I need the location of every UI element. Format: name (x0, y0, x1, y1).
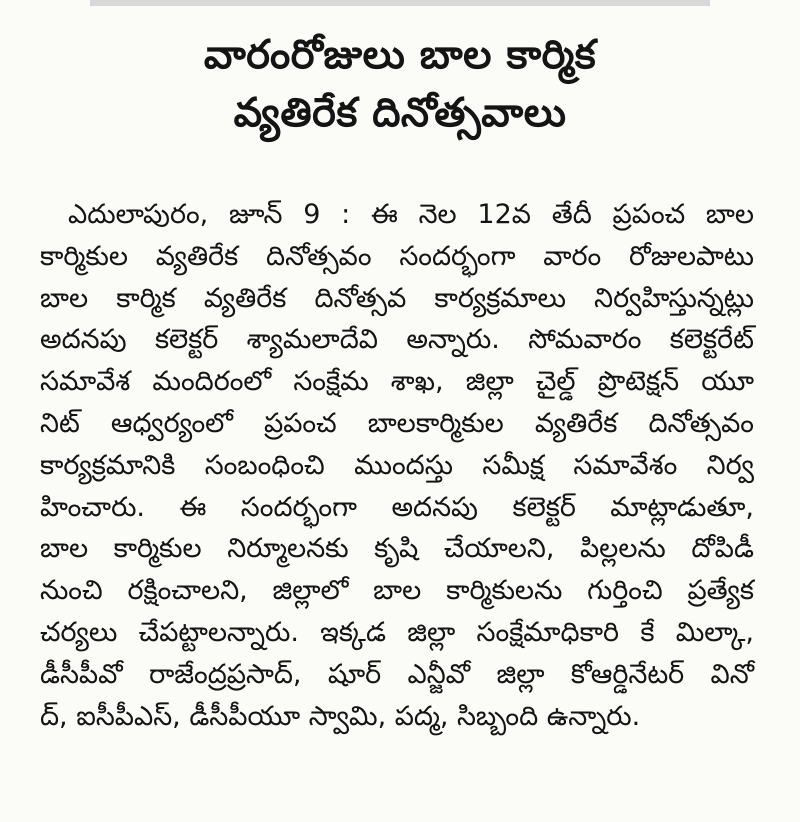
body-line: నిట్ ఆధ్వర్యంలో ప్రపంచ బాలకార్మికుల వ్యతిరేక దినోత్సవం (40, 407, 754, 439)
body-line: అదనపు కలెక్టర్ శ్యామలాదేవి అన్నారు. సోమవారం కలెక్టరేట్ (40, 324, 754, 356)
body-line: నుంచి రక్షించాలని, జిల్లాలో బాల కార్మికులను గుర్తించి ప్రత్యేక (40, 575, 754, 607)
body-line: ఎదులాపురం, జూన్ 9 : ఈ నెల 12వ తేదీ ప్రపంచ బాల (68, 199, 754, 230)
headline (0, 26, 800, 142)
previous-article-edge (90, 0, 710, 6)
article-body (40, 194, 754, 737)
body-line: బాల కార్మిక వ్యతిరేక దినోత్సవ కార్యక్రమాలు నిర్వహిస్తున్నట్లు (40, 282, 754, 314)
body-line: కార్యక్రమానికి సంబంధించి ముందస్తు సమీక్ష సమావేశం నిర్వ (40, 449, 754, 481)
body-line: బాల కార్మికుల నిర్మూలనకు కృషి చేయాలని, పిల్లలను దోపిడీ (40, 533, 754, 565)
body-line: సమావేశ మందిరంలో సంక్షేమ శాఖ, జిల్లా చైల్డ్ ప్రొటెక్షన్ యూ (40, 366, 754, 398)
headline-line-1: వారంరోజులు బాల కార్మిక (203, 32, 597, 78)
body-line: డీసీపీవో రాజేంద్రప్రసాద్, షూర్ ఎన్జీవో జిల్లా కోఆర్డినేటర్ వినో (40, 658, 754, 690)
body-line: హించారు. ఈ సందర్భంగా అదనపు కలెక్టర్ మాట్లాడుతూ, (40, 491, 754, 523)
body-line: చర్యలు చేపట్టాలన్నారు. ఇక్కడ జిల్లా సంక్షేమాధికారి కే మిల్కా, (40, 616, 754, 648)
headline-line-2: వ్యతిరేక దినోత్సవాలు (233, 90, 567, 136)
body-line: ద్, ఐసీపీఎస్, డీసీపీయూ స్వామి, పద్మ, సిబ్బంది ఉన్నారు. (40, 700, 641, 732)
body-line: కార్మికుల వ్యతిరేక దినోత్సవం సందర్భంగా వారం రోజులపాటు (40, 240, 754, 272)
